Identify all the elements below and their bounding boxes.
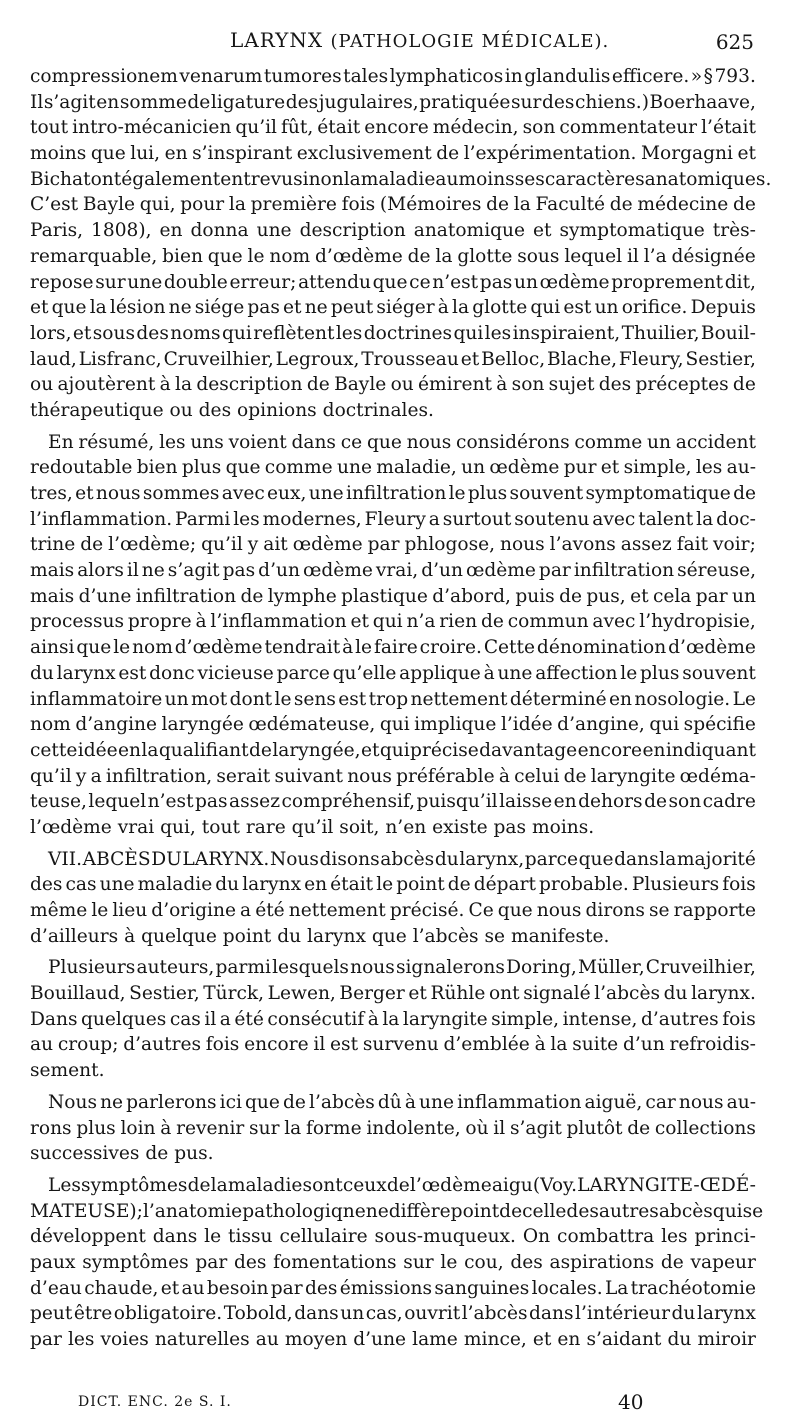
text-line: C’est Bayle qui, pour la première fois (Mémoires de la Faculté de médecine de — [30, 194, 756, 216]
text-line: VII. ABCÈS DU LARYNX. Nous disons abcès du larynx, parce que dans la majorité — [48, 848, 756, 870]
text-line: mais alors il ne s’agit pas d’un œdème vrai, d’un œdème par infiltration séreuse, — [30, 560, 756, 582]
sheet-number: 40 — [618, 1390, 644, 1414]
text-line: au croup; d’autres fois encore il est survenu d’emblée à la suite d’un refroidis- — [30, 1034, 756, 1056]
text-line: Dans quelques cas il a été consécutif à la laryngite simple, intense, d’autres fois — [30, 1008, 756, 1030]
paragraph — [30, 847, 756, 950]
text-line: des cas une maladie du larynx en était le point de départ probable. Plusieurs fois — [30, 874, 756, 896]
paragraph — [30, 1173, 764, 1353]
text-line: du larynx est donc vicieuse parce qu’elle applique à une affection le plus souvent — [30, 662, 756, 684]
text-line: MATEUSE); l’anatomie pathologiqne ne diffère point de celle des autres abcès qui se — [30, 1200, 764, 1222]
text-line: processus propre à l’inflammation et qui n’a rien de commun avec l’hydropisie, — [30, 611, 756, 633]
text-line: même le lieu d’origine a été nettement précisé. Ce que nous dirons se rapporte — [30, 900, 756, 921]
text-line: teuse, lequel n’est pas assez compréhensif, puisqu’il laisse en dehors de son cadre — [30, 791, 756, 813]
text-line: l’inflammation. Parmi les modernes, Fleury a surtout soutenu avec talent la doc- — [30, 508, 756, 530]
text-line: Paris, 1808), en donna une description anatomique et symptomatique très- — [30, 220, 756, 242]
text-line: laud, Lisfranc, Cruveilhier, Legroux, Trousseau et Belloc, Blache, Fleury, Sestier, — [30, 348, 756, 370]
text-line: cette idée en la qualifiant de laryngée, et qui précise davantage encore en indiquant — [30, 739, 756, 761]
page-number: 625 — [715, 30, 754, 54]
text-line: Bichat ont également entrevu sinon la maladie au moins ses caractères anatomiques. — [30, 168, 772, 190]
text-line: et que la lésion ne siége pas et ne peut siéger à la glotte qui est un orifice. Depuis — [30, 297, 756, 319]
text-line: d’ailleurs à quelque point du larynx que l’abcès se manifeste. — [30, 925, 610, 947]
text-line: d’eau chaude, et au besoin par des émissions sanguines locales. La trachéotomie — [30, 1277, 756, 1299]
text-line: paux symptômes par des fomentations sur le cou, des aspirations de vapeur — [30, 1251, 756, 1273]
text-line: remarquable, bien que le nom d’œdème de la glotte sous lequel il l’a désignée — [30, 245, 756, 267]
paragraph — [30, 1090, 756, 1167]
paragraph — [30, 64, 772, 424]
paragraph — [30, 430, 756, 841]
text-line: mais d’une infiltration de lymphe plastique d’abord, puis de pus, et cela par un — [30, 585, 756, 607]
text-line: Plusieurs auteurs, parmi lesquels nous signalerons Doring, Müller, Cruveilhier, — [48, 957, 756, 979]
text-line: En résumé, les uns voient dans ce que nous considérons comme un accident — [48, 431, 756, 453]
running-title — [230, 28, 609, 52]
header-subtitle: (PATHOLOGIE MÉDICALE). — [330, 31, 610, 52]
footer-signature: DICT. ENC. 2e S. I. — [78, 1394, 232, 1410]
text-line: par les voies naturelles au moyen d’une lame mince, et en s’aidant du miroir — [30, 1329, 756, 1350]
header-title: LARYNX — [230, 28, 324, 52]
text-line: Bouillaud, Sestier, Türck, Lewen, Berger et Rühle ont signalé l’abcès du larynx. — [30, 983, 756, 1005]
text-line: ou ajoutèrent à la description de Bayle ou émirent à son sujet des préceptes de — [30, 374, 756, 396]
page-footer — [78, 1390, 644, 1420]
text-body — [30, 64, 772, 1353]
text-line: nom d’angine laryngée œdémateuse, qui implique l’idée d’angine, qui spécifie — [30, 714, 756, 736]
text-line: l’œdème vrai qui, tout rare qu’il soit, n’en existe pas moins. — [30, 816, 595, 838]
text-line: développent dans le tissu cellulaire sous-muqueux. On combattra les princi- — [30, 1226, 756, 1248]
text-line: sement. — [30, 1060, 105, 1082]
text-line: lors, et sous des noms qui reflètent les doctrines qui les inspiraient, Thuilier, Bouil- — [30, 322, 756, 344]
text-line: thérapeutique ou des opinions doctrinales. — [30, 399, 434, 421]
text-line: compressionem venarum tumores tales lymphaticos in glandulis efficere. » § 793. — [30, 66, 756, 87]
text-line: qu’il y a infiltration, serait suivant nous préférable à celui de laryngite œdéma- — [30, 765, 756, 787]
text-line: Les symptômes de la maladie sont ceux de l’œdème aigu (Voy. LARYNGITE-ŒDÉ- — [48, 1174, 756, 1196]
text-line: ainsi que le nom d’œdème tendrait à le faire croire. Cette dénomination d’œdème — [30, 637, 756, 659]
text-line: tout intro-mécanicien qu’il fût, était encore médecin, son commentateur l’était — [30, 117, 756, 139]
text-line: repose sur une double erreur; attendu que ce n’est pas un œdème proprement dit, — [30, 271, 756, 293]
text-line: rons plus loin à revenir sur la forme indolente, où il s’agit plutôt de collections — [30, 1117, 756, 1139]
text-line: moins que lui, en s’inspirant exclusivement de l’expérimentation. Morgagni et — [30, 143, 756, 165]
text-line: redoutable bien plus que comme une maladie, un œdème pur et simple, les au- — [30, 457, 756, 479]
text-line: Nous ne parlerons ici que de l’abcès dû à une inflammation aiguë, car nous au- — [48, 1091, 756, 1113]
text-line: inflammatoire un mot dont le sens est trop nettement déterminé en nosologie. Le — [30, 688, 756, 710]
text-line: trine de l’œdème; qu’il y ait œdème par phlogose, nous l’avons assez fait voir; — [30, 534, 756, 556]
text-line: tres, et nous sommes avec eux, une infiltration le plus souvent symptomatique de — [30, 483, 756, 504]
text-line: peut être obligatoire. Tobold, dans un cas, ouvrit l’abcès dans l’intérieur du larynx — [30, 1303, 756, 1325]
running-header — [32, 28, 754, 62]
paragraph — [30, 955, 756, 1083]
text-line: successives de pus. — [30, 1143, 214, 1165]
text-line: Il s’agit en somme de ligature des jugulaires, pratiquée sur des chiens.) Boerhaave, — [30, 91, 756, 113]
